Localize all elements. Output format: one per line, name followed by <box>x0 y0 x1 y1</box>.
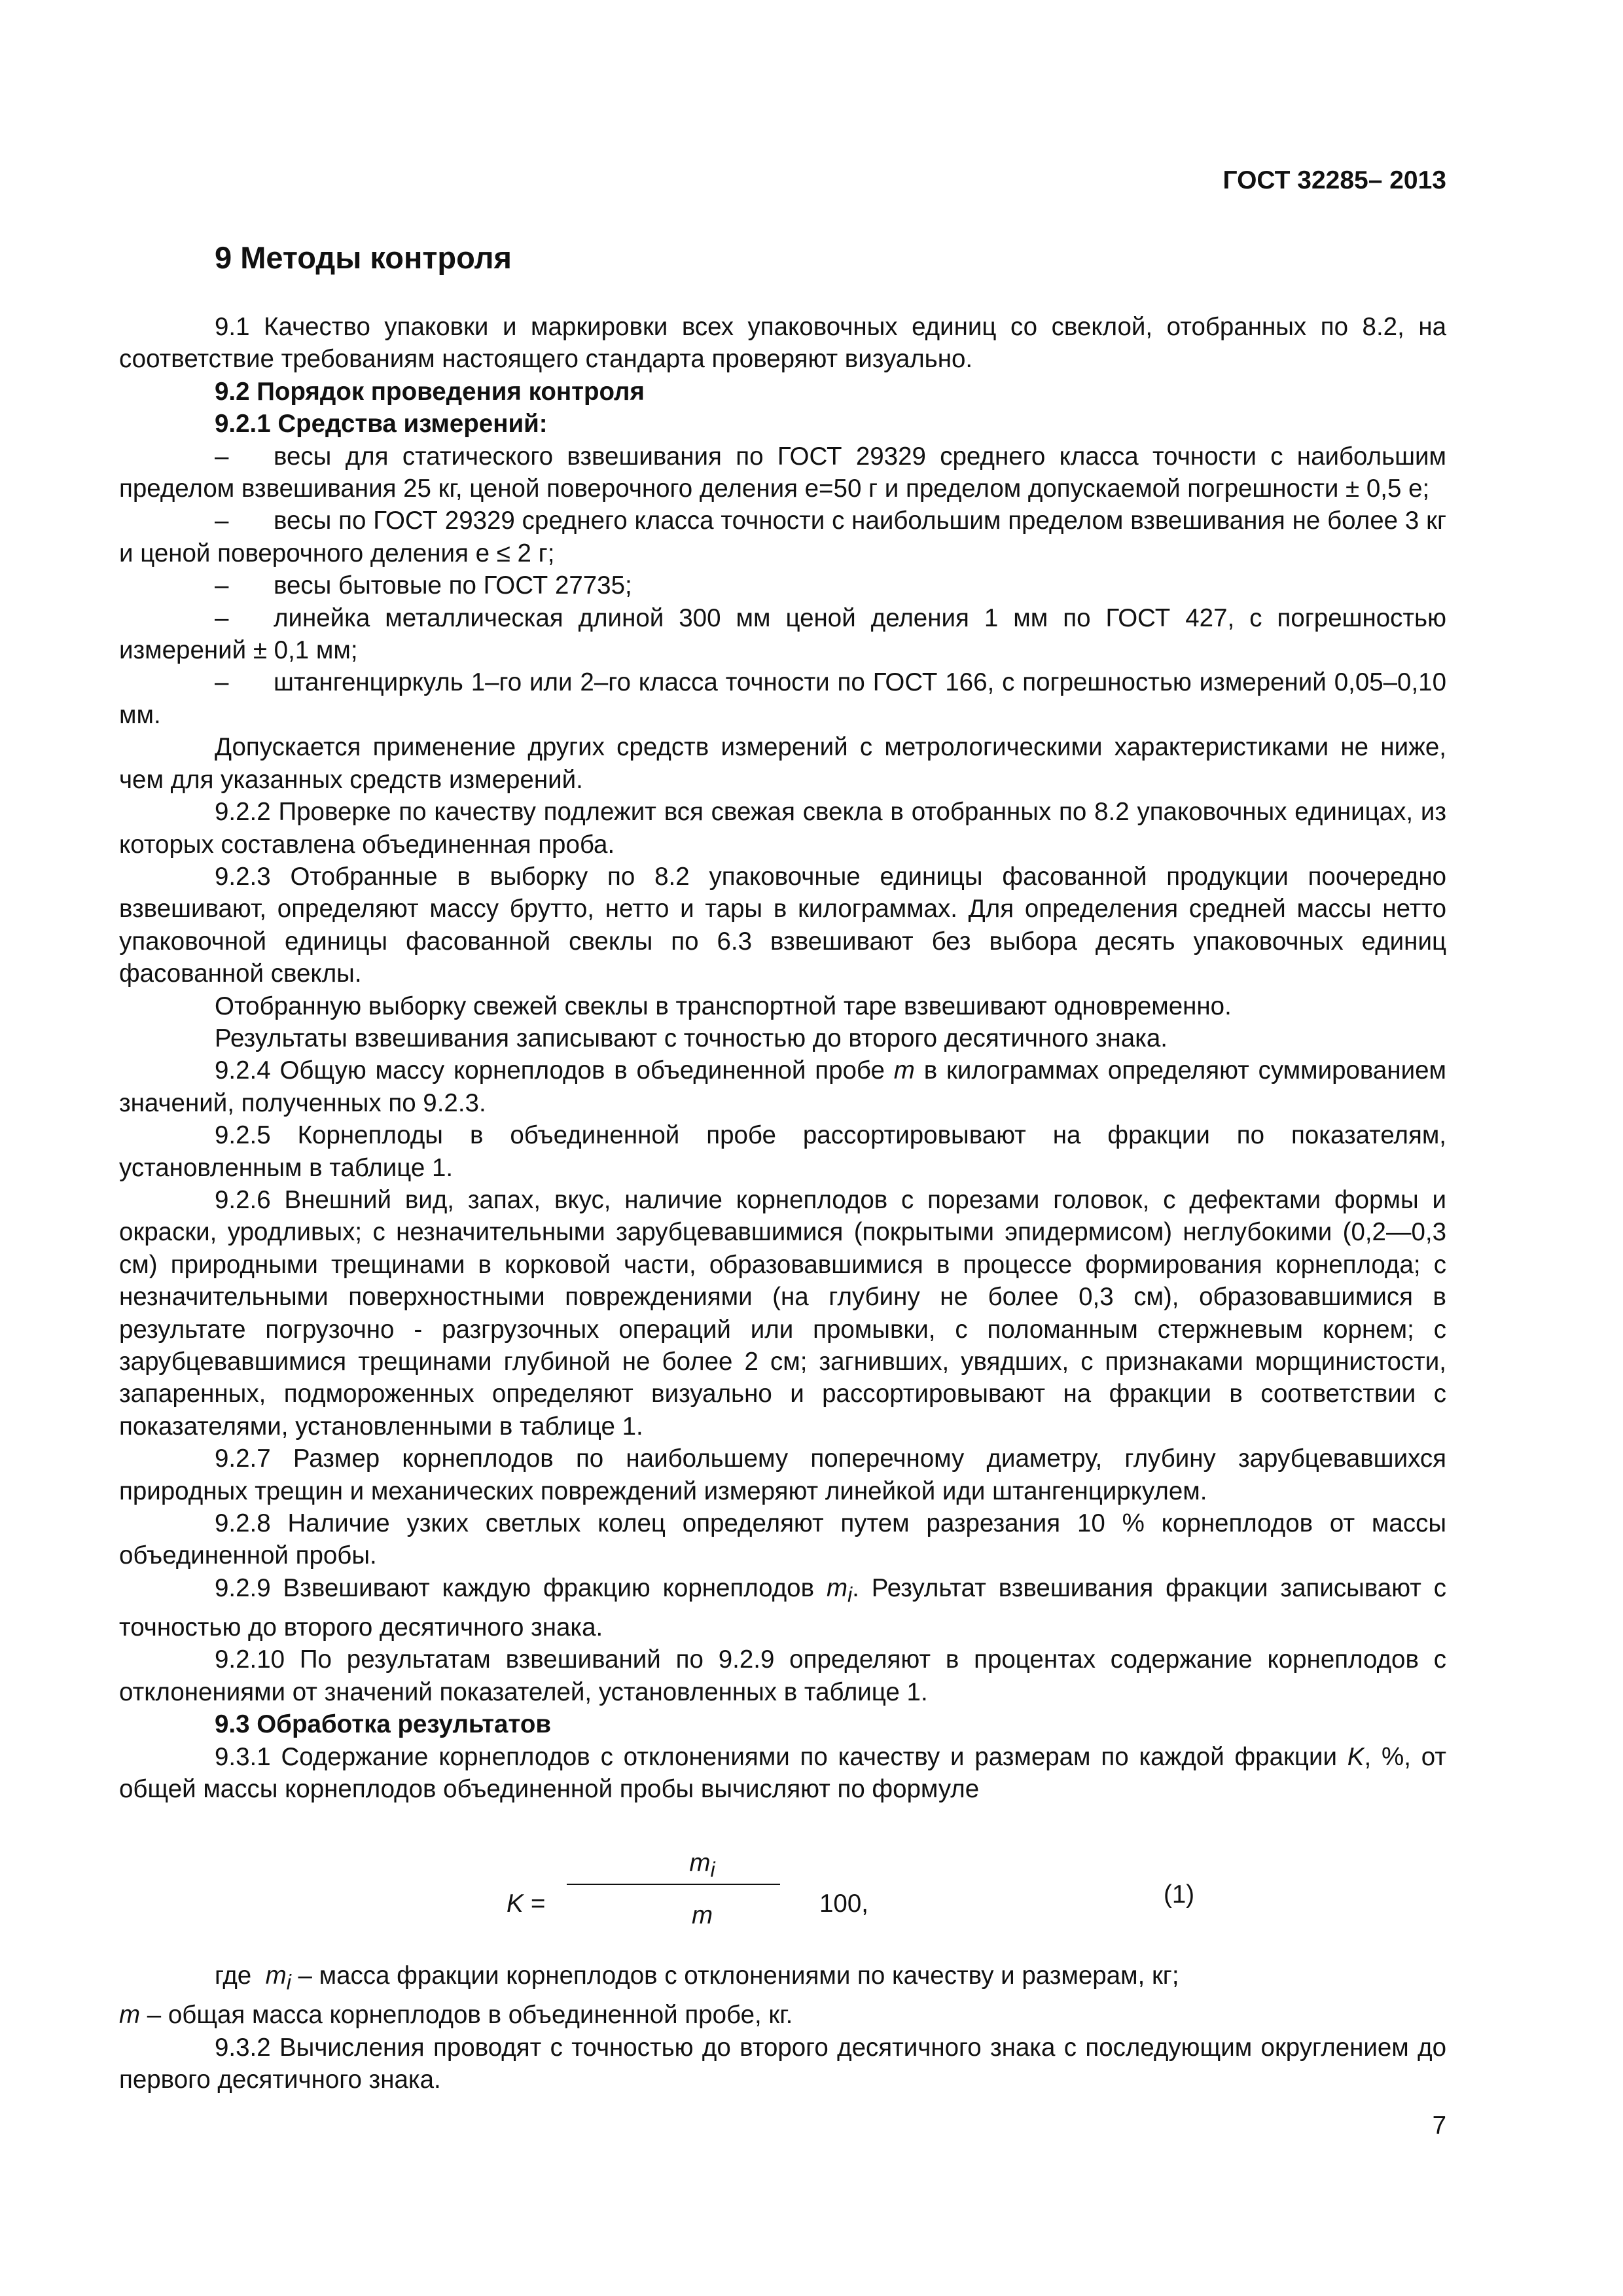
text-segment: 9.2.4 Общую массу корнеплодов в объединенной пробе <box>215 1056 894 1085</box>
list-item <box>119 440 1446 505</box>
formula-legend-row <box>119 1999 1446 2031</box>
list-item-text: весы по ГОСТ 29329 среднего класса точности с наибольшим пределом взвешивания не более 3 кг и ценой поверочного деления е ≤ 2 г; <box>119 507 1446 567</box>
dash-marker: – <box>215 507 229 535</box>
dash-marker: – <box>215 442 229 471</box>
list-item <box>119 602 1446 667</box>
text-segment: 9.2.9 Взвешивают каждую фракцию корнеплодов <box>215 1573 827 1602</box>
variable-m: m <box>893 1056 915 1085</box>
paragraph-9-2-9 <box>119 1572 1446 1644</box>
fraction-bar <box>567 1884 780 1885</box>
text-segment: 9.3.1 Содержание корнеплодов с отклонениями по качеству и размерам по каждой фракции <box>215 1742 1347 1771</box>
document-body <box>119 311 1446 2096</box>
variable-m: m <box>826 1573 848 1602</box>
numerator-variable: m <box>689 1849 711 1878</box>
paragraph-9-2-8: 9.2.8 Наличие узких светлых колец определяют путем разрезания 10 % корнеплодов от массы объединенной пробы. <box>119 1509 1446 1570</box>
formula-lhs: K = <box>507 1890 545 1918</box>
list-item-text: весы для статического взвешивания по ГОСТ 29329 среднего класса точности с наибольшим пределом взвешивания 25 кг, ценой поверочного деления е=50 г и пределом допускаемой погрешности ± 0,5 е; <box>119 442 1446 503</box>
list-item <box>119 569 1446 601</box>
subsection-heading-9-3: 9.3 Обработка результатов <box>215 1710 551 1739</box>
dash-marker: – <box>215 603 229 632</box>
paragraph-9-2-7: 9.2.7 Размер корнеплодов по наибольшему поперечному диаметру, глубину зарубцевавшихся природных трещин и механических повреждений измеряют линейкой иди штангенциркулем. <box>119 1444 1446 1505</box>
dash-marker: – <box>215 668 229 697</box>
formula-legend-row <box>119 1960 1446 1999</box>
paragraph-9-2-5: 9.2.5 Корнеплоды в объединенной пробе рассортировывают на фракции по показателям, установленным в таблице 1. <box>119 1121 1446 1182</box>
section-title: 9 Методы контроля <box>215 240 512 275</box>
paragraph-allowed-instruments: Допускается применение других средств измерений с метрологическими характеристиками не ниже, чем для указанных средств измерений. <box>119 733 1446 794</box>
where-word: где <box>215 1962 252 1990</box>
list-item <box>119 505 1446 569</box>
paragraph-9-2-10: 9.2.10 По результатам взвешиваний по 9.2.9 определяют в процентах содержание корнеплодов с отклонениями от значений показателей, установленных в таблице 1. <box>119 1645 1446 1706</box>
subscript-i: i <box>847 1583 853 1607</box>
legend-text: – масса фракции корнеплодов с отклонениями по качеству и размерам, кг; <box>291 1962 1179 1990</box>
paragraph-9-2-4 <box>119 1054 1446 1119</box>
variable-K: K <box>1347 1742 1364 1771</box>
legend-variable: m <box>119 2001 141 2030</box>
paragraph-9-3-1 <box>119 1741 1446 1806</box>
dash-marker: – <box>215 571 229 600</box>
paragraph-9-3-2: 9.3.2 Вычисления проводят с точностью до второго десятичного знака с последующим округлением до первого десятичного знака. <box>119 2033 1446 2094</box>
subsection-heading-9-2: 9.2 Порядок проведения контроля <box>215 377 645 406</box>
legend-subscript: i <box>286 1971 291 1995</box>
legend-text: – общая масса корнеплодов в объединенной пробе, кг. <box>140 2001 793 2030</box>
text-segment: в килограммах определяют суммированием значений, полученных по 9.2.3. <box>119 1056 1446 1117</box>
paragraph-9-2-2: 9.2.2 Проверке по качеству подлежит вся свежая свекла в отобранных по 8.2 упаковочных единицах, из которых составлена объединенная проба. <box>119 798 1446 859</box>
list-item-text: штангенциркуль 1–го или 2–го класса точности по ГОСТ 166, с погрешностью измерений 0,05–0,10 мм. <box>119 668 1446 729</box>
list-item-text: весы бытовые по ГОСТ 27735; <box>274 571 632 600</box>
paragraph-9-2-3: 9.2.3 Отобранные в выборку по 8.2 упаковочные единицы фасованной продукции поочередно взвешивают, определяют массу брутто, нетто и тары в килограммах. Для определения средней массы нетто упаковочной единицы фасованной свеклы по 6.3 взвешивают без выбора десять упаковочных единиц фасованной свеклы. <box>119 862 1446 988</box>
formula-denominator: m <box>691 1901 713 1930</box>
list-item-text: линейка металлическая длиной 300 мм ценой деления 1 мм по ГОСТ 427, с погрешностью измерений ± 0,1 мм; <box>119 603 1446 665</box>
paragraph-transport-container: Отобранную выборку свежей свеклы в транспортной таре взвешивают одновременно. <box>215 992 1232 1020</box>
paragraph-9-1: 9.1 Качество упаковки и маркировки всех упаковочных единиц со свеклой, отобранных по 8.2, на соответствие требованиям настоящего стандарта проверяют визуально. <box>119 313 1446 374</box>
text-segment: , %, от общей массы корнеплодов объединенной пробы вычисляют по формуле <box>119 1742 1446 1803</box>
paragraph-9-2-6: 9.2.6 Внешний вид, запах, вкус, наличие корнеплодов с порезами головок, с дефектами формы и окраски, уродливых; с незначительными зарубцевавшимися (покрытыми эпидермисом) неглубокими (0,2—0,3 см) природными трещинами в корковой части, образовавшимися в процессе формирования корнеплода; с незначительными поверхностными повреждениями (на глубину не более 0,3 см), образовавшимися в результате погрузочно - разгрузочных операций или промывки, с поломанным стержневым корнем; с зарубцевавшимися трещинами глубиной не более 2 см; загнивших, увядших, с признаками морщинистости, запаренных, подмороженных определяют визуально и рассортировывают на фракции в соответствии с показателями, установленными в таблице 1. <box>119 1185 1446 1441</box>
paragraph-weighing-results: Результаты взвешивания записывают с точностью до второго десятичного знака. <box>215 1024 1168 1052</box>
document-designation: ГОСТ 32285– 2013 <box>1222 166 1446 194</box>
text-segment: . Результат взвешивания фракции записывают с точностью до второго десятичного знака. <box>119 1573 1446 1641</box>
numerator-subscript: i <box>710 1858 715 1882</box>
list-item <box>119 666 1446 731</box>
page-number: 7 <box>1432 2111 1446 2140</box>
legend-variable: m <box>265 1962 287 1990</box>
equation-number: (1) <box>1164 1880 1195 1909</box>
formula-multiplier: 100, <box>819 1890 868 1918</box>
formula-1 <box>119 1835 1446 1960</box>
subsection-heading-9-2-1: 9.2.1 Средства измерений: <box>215 410 548 439</box>
formula-numerator <box>614 1847 791 1886</box>
